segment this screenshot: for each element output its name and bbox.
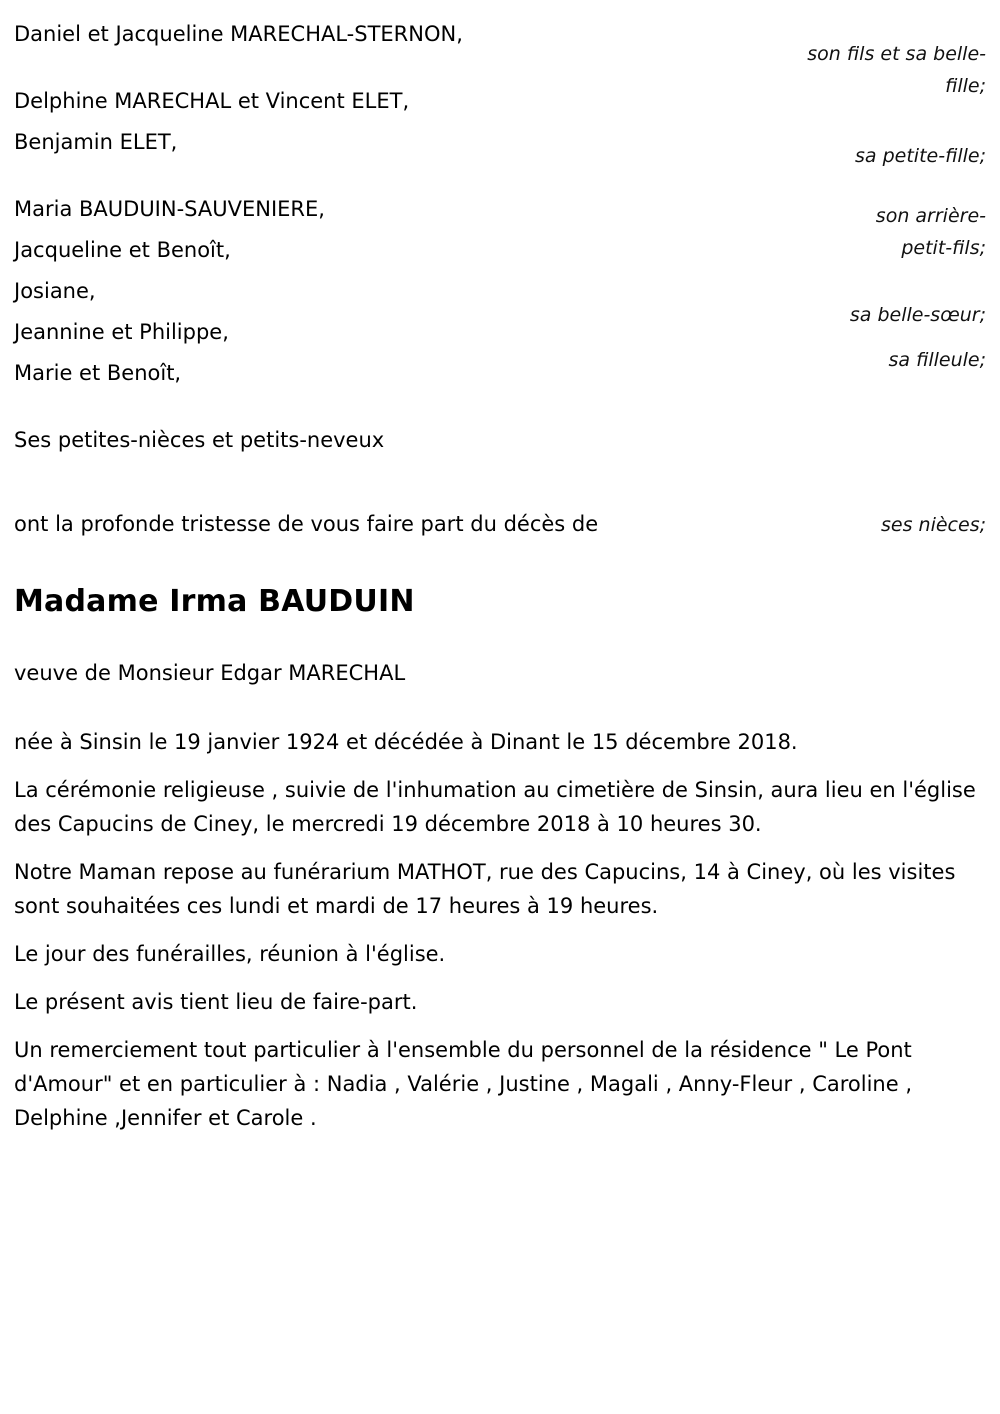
family-name: Jacqueline et Benoît, [14,237,231,262]
relation-label: fille; [945,75,986,97]
family-name: Josiane, [14,278,96,303]
relation-label: petit-fils; [901,237,986,259]
notice-paragraph: née à Sinsin le 19 janvier 1924 et décédée à Dinant le 15 décembre 2018. [14,730,798,755]
relation-label: ses nièces; [881,514,986,536]
family-name: Maria BAUDUIN-SAUVENIERE, [14,196,325,221]
family-name: Benjamin ELET, [14,129,178,154]
relation-label: sa belle-sœur; [849,304,986,326]
notice-body [14,725,986,1135]
family-name: Jeannine et Philippe, [14,319,229,344]
family-name: Daniel et Jacqueline MARECHAL-STERNON, [14,22,463,46]
spacer [14,55,654,81]
family-names-list [14,14,654,460]
notice-paragraph: La cérémonie religieuse , suivie de l'inhumation au cimetière de Sinsin, aura lieu en l'église des Capucins de Ciney, le mercredi 19 décembre 2018 à 10 heures 30. [14,778,976,837]
spacer [14,394,654,420]
family-name: Marie et Benoît, [14,360,182,385]
relation-label: son arrière- [875,205,986,227]
notice-paragraph: Le jour des funérailles, réunion à l'église. [14,942,446,967]
deceased-name: Madame Irma BAUDUIN [14,584,415,620]
notice-paragraph: Un remerciement tout particulier à l'ensemble du personnel de la résidence " Le Pont d'Amour" et en particulier à : Nadia , Valérie , Justine , Magali , Anny-Fleur , Caroline , Delphine ,Jennifer et Carole . [14,1038,913,1131]
family-name: Delphine MARECHAL et Vincent ELET, [14,88,410,113]
widow-of-text: veuve de Monsieur Edgar MARECHAL [14,661,406,686]
relation-label: son fils et sa belle- [807,43,986,65]
notice-paragraph: Notre Maman repose au funérarium MATHOT, rue des Capucins, 14 à Ciney, où les visites sont souhaitées ces lundi et mardi de 17 heures à 19 heures. [14,860,956,919]
relation-label: sa filleule; [888,349,986,371]
relation-label: sa petite-fille; [855,145,986,167]
family-name: Ses petites-nièces et petits-neveux [14,427,385,452]
notice-paragraph: Le présent avis tient lieu de faire-part. [14,990,418,1015]
announcement-text: ont la profonde tristesse de vous faire part du décès de [14,512,599,537]
spacer [14,163,654,189]
